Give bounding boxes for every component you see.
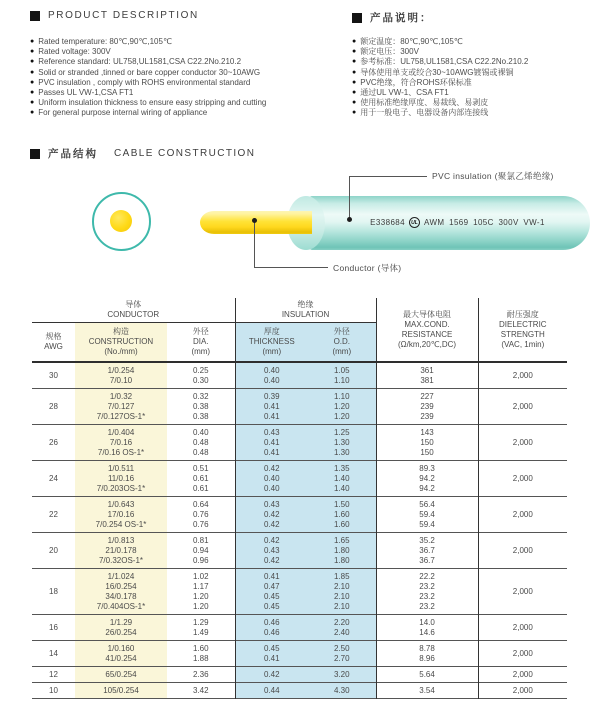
thickness-column-header: 厚度 THICKNESS (mm): [235, 323, 308, 363]
dia-cell: 0.32 0.38 0.38: [167, 389, 235, 425]
thickness-cell: 0.40 0.40: [235, 362, 308, 389]
od-column-header: 外径 O.D. (mm): [308, 323, 376, 363]
od-cell: 1.35 1.40 1.40: [308, 461, 376, 497]
bullet-text: Solid or stranded ,tinned or bare copper conductor 30~10AWG: [38, 67, 261, 77]
table-row-awg-16: [32, 615, 567, 641]
bullet-text: 额定电压：300V: [360, 47, 419, 57]
bullet-text: PVC insulation , comply with ROHS environmental standard: [38, 77, 251, 87]
dielectric-cell: 2,000: [478, 615, 567, 641]
bullet-icon: ●: [30, 89, 35, 97]
bullet-text: 使用标准绝缘厚度、易裁线、易剥皮: [360, 98, 489, 108]
thickness-cell: 0.42: [235, 667, 308, 683]
thickness-cell: 0.43 0.41 0.41: [235, 425, 308, 461]
thickness-cell: 0.46 0.46: [235, 615, 308, 641]
ul-listed-icon: UL: [409, 217, 420, 228]
cable-marking-text: [330, 217, 585, 228]
dia-cell: 2.36: [167, 667, 235, 683]
table-row-awg-28: [32, 389, 567, 425]
resistance-cell: 56.4 59.4 59.4: [376, 497, 478, 533]
resistance-cell: 35.2 36.7 36.7: [376, 533, 478, 569]
cable-cross-section: [92, 192, 151, 251]
dia-cell: 1.29 1.49: [167, 615, 235, 641]
dielectric-cell: 2,000: [478, 425, 567, 461]
dielectric-cell: 2,000: [512, 370, 533, 380]
thickness-cell: 0.39 0.41 0.41: [235, 389, 308, 425]
od-cell: 3.20: [308, 667, 376, 683]
product-description-header-zh: [352, 10, 433, 25]
dia-cell: 0.64 0.76 0.76: [167, 497, 235, 533]
spec-table-body: [32, 362, 567, 699]
insulation-group-header: 绝缘 INSULATION: [235, 298, 376, 323]
bullet-item: [30, 47, 350, 57]
bullet-icon: ●: [352, 89, 357, 97]
dielectric-cell: 2,000: [478, 533, 567, 569]
thickness-cell: 0.42 0.40 0.40: [235, 461, 308, 497]
conductor-leader-line-h: [254, 267, 328, 268]
conductor-leader-line-v: [254, 221, 255, 267]
bullet-icon: ●: [352, 68, 357, 76]
construction-column-header: 构造 CONSTRUCTION (No./mm): [75, 323, 167, 363]
section-square-icon: [30, 11, 40, 21]
table-group-header-row: [32, 298, 567, 323]
awg-cell: 18: [32, 569, 75, 615]
pvc-insulation-label: PVC insulation (聚氯乙烯绝缘): [432, 171, 554, 181]
od-cell: 4.30: [308, 683, 376, 699]
bullet-item: [30, 98, 350, 108]
dia-cell: 0.51 0.61 0.61: [167, 461, 235, 497]
dielectric-cell: 2,000: [478, 461, 567, 497]
resistance-cell: 89.3 94.2 94.2: [376, 461, 478, 497]
table-row-awg-26: [32, 425, 567, 461]
bullet-text: Rated temperature: 80℃,90℃,105℃: [38, 37, 172, 46]
bullet-icon: ●: [352, 78, 357, 86]
bullet-icon: ●: [352, 109, 357, 117]
dia-cell: 0.81 0.94 0.96: [167, 533, 235, 569]
product-description-list-zh: [352, 37, 603, 119]
section-square-icon: [352, 13, 362, 23]
section-square-icon: [30, 149, 40, 159]
dielectric-cell: 2,000: [478, 641, 567, 667]
bullet-icon: ●: [352, 58, 357, 66]
construction-cell: 1/0.32 7/0.127 7/0.127OS-1*: [75, 389, 167, 425]
bullet-icon: ●: [30, 38, 35, 45]
bullet-icon: ●: [30, 78, 35, 86]
resistance-column-header: 最大导体电阻 MAX.COND. RESISTANCE (Ω/km,20℃,DC): [376, 298, 478, 362]
construction-cell: 65/0.254: [75, 667, 167, 683]
product-description-header: [30, 10, 199, 21]
bullet-item: [352, 37, 603, 47]
construction-cell: 1/1.024 16/0.254 34/0.178 7/0.404OS-1*: [75, 569, 167, 615]
resistance-cell: 5.64: [376, 667, 478, 683]
resistance-cell: 14.0 14.6: [376, 615, 478, 641]
bullet-item: [30, 78, 350, 88]
cable-marking-cert: E338684: [370, 218, 406, 227]
bullet-icon: ●: [30, 109, 35, 117]
resistance-cell: 22.2 23.2 23.2 23.2: [376, 569, 478, 615]
thickness-cell: 0.41 0.47 0.45 0.45: [235, 569, 308, 615]
bullet-item: [30, 68, 350, 78]
awg-cell: 16: [32, 615, 75, 641]
resistance-cell: 3.54: [376, 683, 478, 699]
dia-cell: 1.02 1.17 1.20 1.20: [167, 569, 235, 615]
awg-cell: 26: [32, 425, 75, 461]
spec-table: [32, 298, 567, 699]
construction-cell: 1/0.643 17/0.16 7/0.254 OS-1*: [75, 497, 167, 533]
cable-construction-header: [30, 146, 255, 161]
table-row-awg-22: [32, 497, 567, 533]
dia-cell: 0.25 0.30: [167, 362, 235, 389]
bullet-item: [352, 68, 603, 78]
bullet-item: [352, 78, 603, 88]
conductor-label: Conductor (导体): [333, 263, 402, 273]
resistance-cell: 361 381: [376, 362, 478, 389]
thickness-cell: 0.45 0.41: [235, 641, 308, 667]
thickness-cell: 0.42 0.43 0.42: [235, 533, 308, 569]
pvc-leader-line-v: [349, 176, 350, 219]
construction-cell: 105/0.254: [75, 683, 167, 699]
product-description-title: PRODUCT DESCRIPTION: [48, 10, 199, 21]
awg-cell: 12: [32, 667, 75, 683]
thickness-cell: 0.44: [235, 683, 308, 699]
bullet-item: [30, 57, 350, 67]
dielectric-cell: 2,000: [478, 667, 567, 683]
od-cell: 1.85 2.10 2.10 2.10: [308, 569, 376, 615]
bullet-text: 通过UL VW-1、CSA FT1: [360, 88, 449, 98]
table-row-awg-10: [32, 683, 567, 699]
resistance-cell: 143 150 150: [376, 425, 478, 461]
conductor-leader-dot: [252, 218, 257, 223]
bullet-item: [352, 88, 603, 98]
dia-column-header: 外径 DIA. (mm): [167, 323, 235, 363]
dielectric-cell: 2,000: [478, 569, 567, 615]
awg-cell: 30: [49, 370, 58, 380]
bullet-text: Rated voltage: 300V: [38, 47, 111, 57]
bullet-icon: ●: [352, 99, 357, 107]
resistance-cell: 227 239 239: [376, 389, 478, 425]
bullet-item: [30, 108, 350, 118]
awg-cell: 28: [32, 389, 75, 425]
cable-construction-title-en: CABLE CONSTRUCTION: [114, 148, 256, 159]
od-cell: 1.10 1.20 1.20: [308, 389, 376, 425]
resistance-cell: 8.78 8.96: [376, 641, 478, 667]
product-description-list-en: [30, 37, 350, 119]
bullet-text: Passes UL VW-1,CSA FT1: [38, 88, 134, 98]
pvc-leader-line-h: [349, 176, 427, 177]
table-row-awg-20: [32, 533, 567, 569]
bullet-text: Reference standard: UL758,UL1581,CSA C22.2No.210.2: [38, 57, 242, 67]
construction-cell: 1/0.813 21/0.178 7/0.32OS-1*: [75, 533, 167, 569]
conductor-group-header: 导体 CONDUCTOR: [32, 298, 235, 323]
od-cell: 1.25 1.30 1.30: [308, 425, 376, 461]
product-description-title-zh: 产品说明：: [370, 12, 433, 24]
bullet-item: [30, 88, 350, 98]
bullet-item: [352, 47, 603, 57]
dielectric-cell: 2,000: [478, 389, 567, 425]
bullet-text: 额定温度：80℃,90℃,105℃: [360, 37, 463, 46]
cable-construction-title-zh: 产品结构: [48, 148, 98, 160]
bullet-icon: ●: [352, 48, 357, 56]
bullet-item: [352, 98, 603, 108]
awg-column-header: 规格 AWG: [32, 323, 75, 363]
bullet-icon: ●: [352, 38, 357, 45]
table-row-awg-14: [32, 641, 567, 667]
bullet-item: [30, 37, 350, 47]
bullet-item: [352, 57, 603, 67]
table-row-awg-30: [32, 362, 567, 389]
bullet-text: PVC绝缘，符合ROHS环保标准: [360, 77, 472, 87]
table-row-awg-12: [32, 667, 567, 683]
od-cell: 2.50 2.70: [308, 641, 376, 667]
table-row-awg-18: [32, 569, 567, 615]
bullet-icon: ●: [30, 99, 35, 107]
bullet-text: 参考标准：UL758,UL1581,CSA C22.2No.210.2: [360, 57, 529, 67]
bullet-text: Uniform insulation thickness to ensure easy stripping and cutting: [38, 98, 267, 108]
construction-cell: 1/1.29 26/0.254: [75, 615, 167, 641]
od-cell: 1.50 1.60 1.60: [308, 497, 376, 533]
cable-marking-spec: AWM 1569 105C 300V VW-1: [424, 218, 545, 227]
awg-cell: 20: [32, 533, 75, 569]
awg-cell: 10: [32, 683, 75, 699]
bullet-icon: ●: [30, 48, 35, 56]
thickness-cell: 0.43 0.42 0.42: [235, 497, 308, 533]
dielectric-column-header: 耐压强度 DIELECTRIC STRENGTH (VAC, 1min): [478, 298, 567, 362]
dia-cell: 0.40 0.48 0.48: [167, 425, 235, 461]
bullet-text: For general purpose internal wiring of appliance: [38, 108, 208, 118]
construction-cell: 1/0.511 11/0.16 7/0.203OS-1*: [75, 461, 167, 497]
awg-cell: 22: [32, 497, 75, 533]
conductor-core-circle: [110, 210, 132, 232]
bullet-text: 导体使用单支或绞合30~10AWG镀锡或裸铜: [360, 67, 514, 77]
construction-cell: 1/0.160 41/0.254: [75, 641, 167, 667]
dia-cell: 3.42: [167, 683, 235, 699]
od-cell: 1.65 1.80 1.80: [308, 533, 376, 569]
pvc-leader-dot: [347, 217, 352, 222]
od-cell: 1.05 1.10: [308, 362, 376, 389]
table-row-awg-24: [32, 461, 567, 497]
awg-cell: 14: [32, 641, 75, 667]
bullet-item: [352, 108, 603, 118]
bullet-icon: ●: [30, 68, 35, 76]
od-cell: 2.20 2.40: [308, 615, 376, 641]
bullet-text: 用于一般电子、电器设备内部连接线: [360, 108, 489, 118]
dielectric-cell: 2,000: [478, 683, 567, 699]
awg-cell: 24: [32, 461, 75, 497]
dielectric-cell: 2,000: [478, 497, 567, 533]
dia-cell: 1.60 1.88: [167, 641, 235, 667]
construction-cell: 1/0.404 7/0.16 7/0.16 OS-1*: [75, 425, 167, 461]
construction-cell: 1/0.254 7/0.10: [75, 362, 167, 389]
bullet-icon: ●: [30, 58, 35, 66]
